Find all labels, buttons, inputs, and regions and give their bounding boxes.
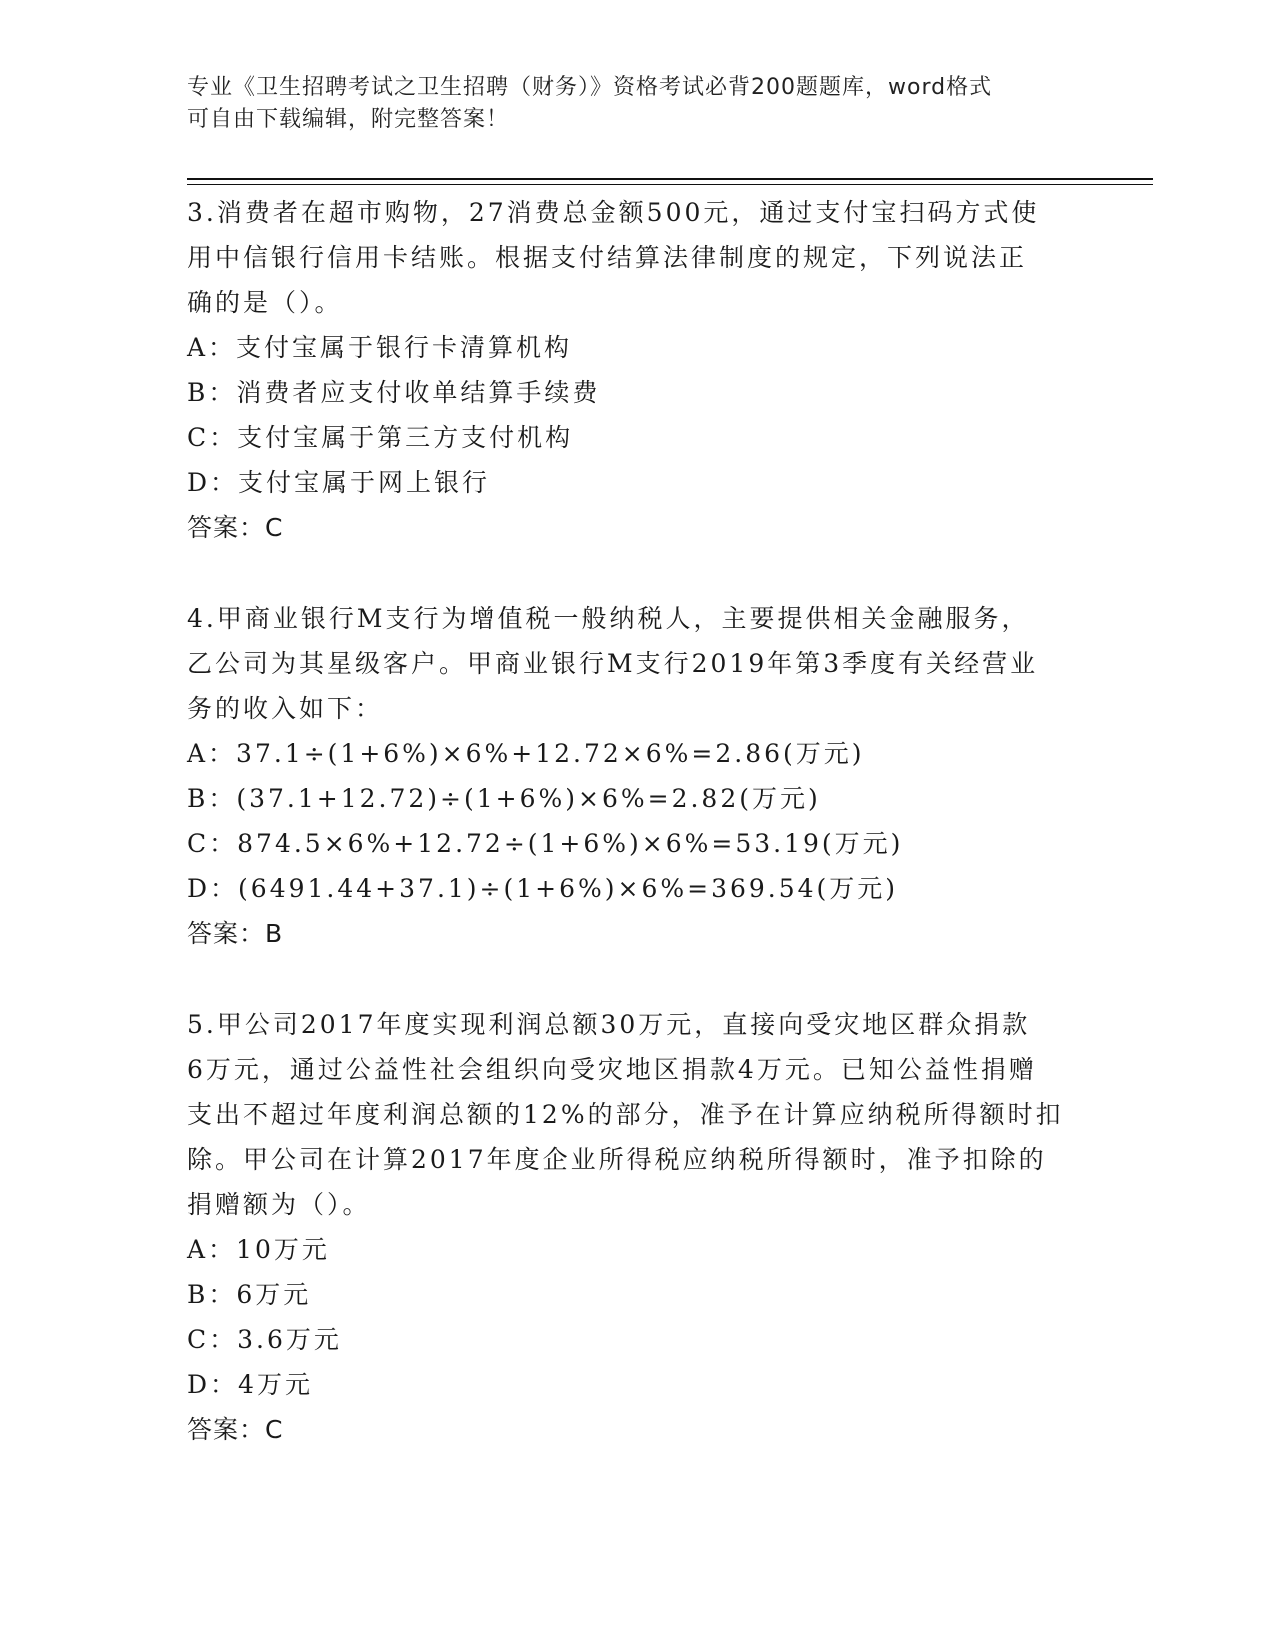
option-list xyxy=(187,1227,1087,1407)
header-divider-thin xyxy=(187,184,1153,185)
option-d: D：4万元 xyxy=(187,1370,313,1399)
question-stem xyxy=(187,1002,1087,1227)
question-4 xyxy=(187,596,1087,956)
question-stem xyxy=(187,190,1087,325)
answer-text: 答案：B xyxy=(187,919,284,948)
option-a: A：支付宝属于银行卡清算机构 xyxy=(187,333,573,362)
stem-line: 4.甲商业银行M支行为增值税一般纳税人，主要提供相关金融服务， xyxy=(187,604,1030,633)
option-c: C：874.5×6%+12.72÷(1+6%)×6%=53.19(万元) xyxy=(187,829,904,858)
option-d: D：支付宝属于网上银行 xyxy=(187,468,491,497)
stem-line: 3.消费者在超市购物，27消费总金额500元，通过支付宝扫码方式使 xyxy=(187,198,1040,227)
option-a: A：37.1÷(1+6%)×6%+12.72×6%=2.86(万元) xyxy=(187,739,865,768)
stem-line: 5.甲公司2017年度实现利润总额30万元，直接向受灾地区群众捐款 xyxy=(187,1010,1031,1039)
question-spacer xyxy=(187,956,1087,1002)
document-header xyxy=(187,72,1087,136)
stem-line: 用中信银行信用卡结账。根据支付结算法律制度的规定，下列说法正 xyxy=(187,243,1028,272)
stem-line: 支出不超过年度利润总额的12%的部分，准予在计算应纳税所得额时扣 xyxy=(187,1100,1064,1129)
answer-text: 答案：C xyxy=(187,513,284,542)
stem-line: 乙公司为其星级客户。甲商业银行M支行2019年第3季度有关经营业 xyxy=(187,649,1039,678)
option-c: C：支付宝属于第三方支付机构 xyxy=(187,423,574,452)
stem-line: 捐赠额为（）。 xyxy=(187,1190,371,1219)
question-list xyxy=(187,190,1087,1452)
option-c: C：3.6万元 xyxy=(187,1325,342,1354)
option-d: D：(6491.44+37.1)÷(1+6%)×6%=369.54(万元) xyxy=(187,874,899,903)
question-3 xyxy=(187,190,1087,550)
question-spacer xyxy=(187,550,1087,596)
question-5 xyxy=(187,1002,1087,1452)
stem-line: 务的收入如下： xyxy=(187,694,384,723)
answer-text: 答案：C xyxy=(187,1415,284,1444)
header-title-line-2: 可自由下载编辑，附完整答案！ xyxy=(187,107,510,132)
option-list xyxy=(187,731,1087,911)
option-b: B：消费者应支付收单结算手续费 xyxy=(187,378,601,407)
stem-line: 6万元，通过公益性社会组织向受灾地区捐款4万元。已知公益性捐赠 xyxy=(187,1055,1037,1084)
header-divider-thick xyxy=(187,178,1153,180)
stem-line: 除。甲公司在计算2017年度企业所得税应纳税所得额时，准予扣除的 xyxy=(187,1145,1047,1174)
option-b: B：(37.1+12.72)÷(1+6%)×6%=2.82(万元) xyxy=(187,784,821,813)
option-list xyxy=(187,325,1087,505)
option-a: A：10万元 xyxy=(187,1235,330,1264)
stem-line: 确的是（）。 xyxy=(187,288,343,317)
header-title-line-1: 专业《卫生招聘考试之卫生招聘（财务）》资格考试必背200题题库，word格式 xyxy=(187,75,993,100)
question-stem xyxy=(187,596,1087,731)
option-b: B：6万元 xyxy=(187,1280,312,1309)
